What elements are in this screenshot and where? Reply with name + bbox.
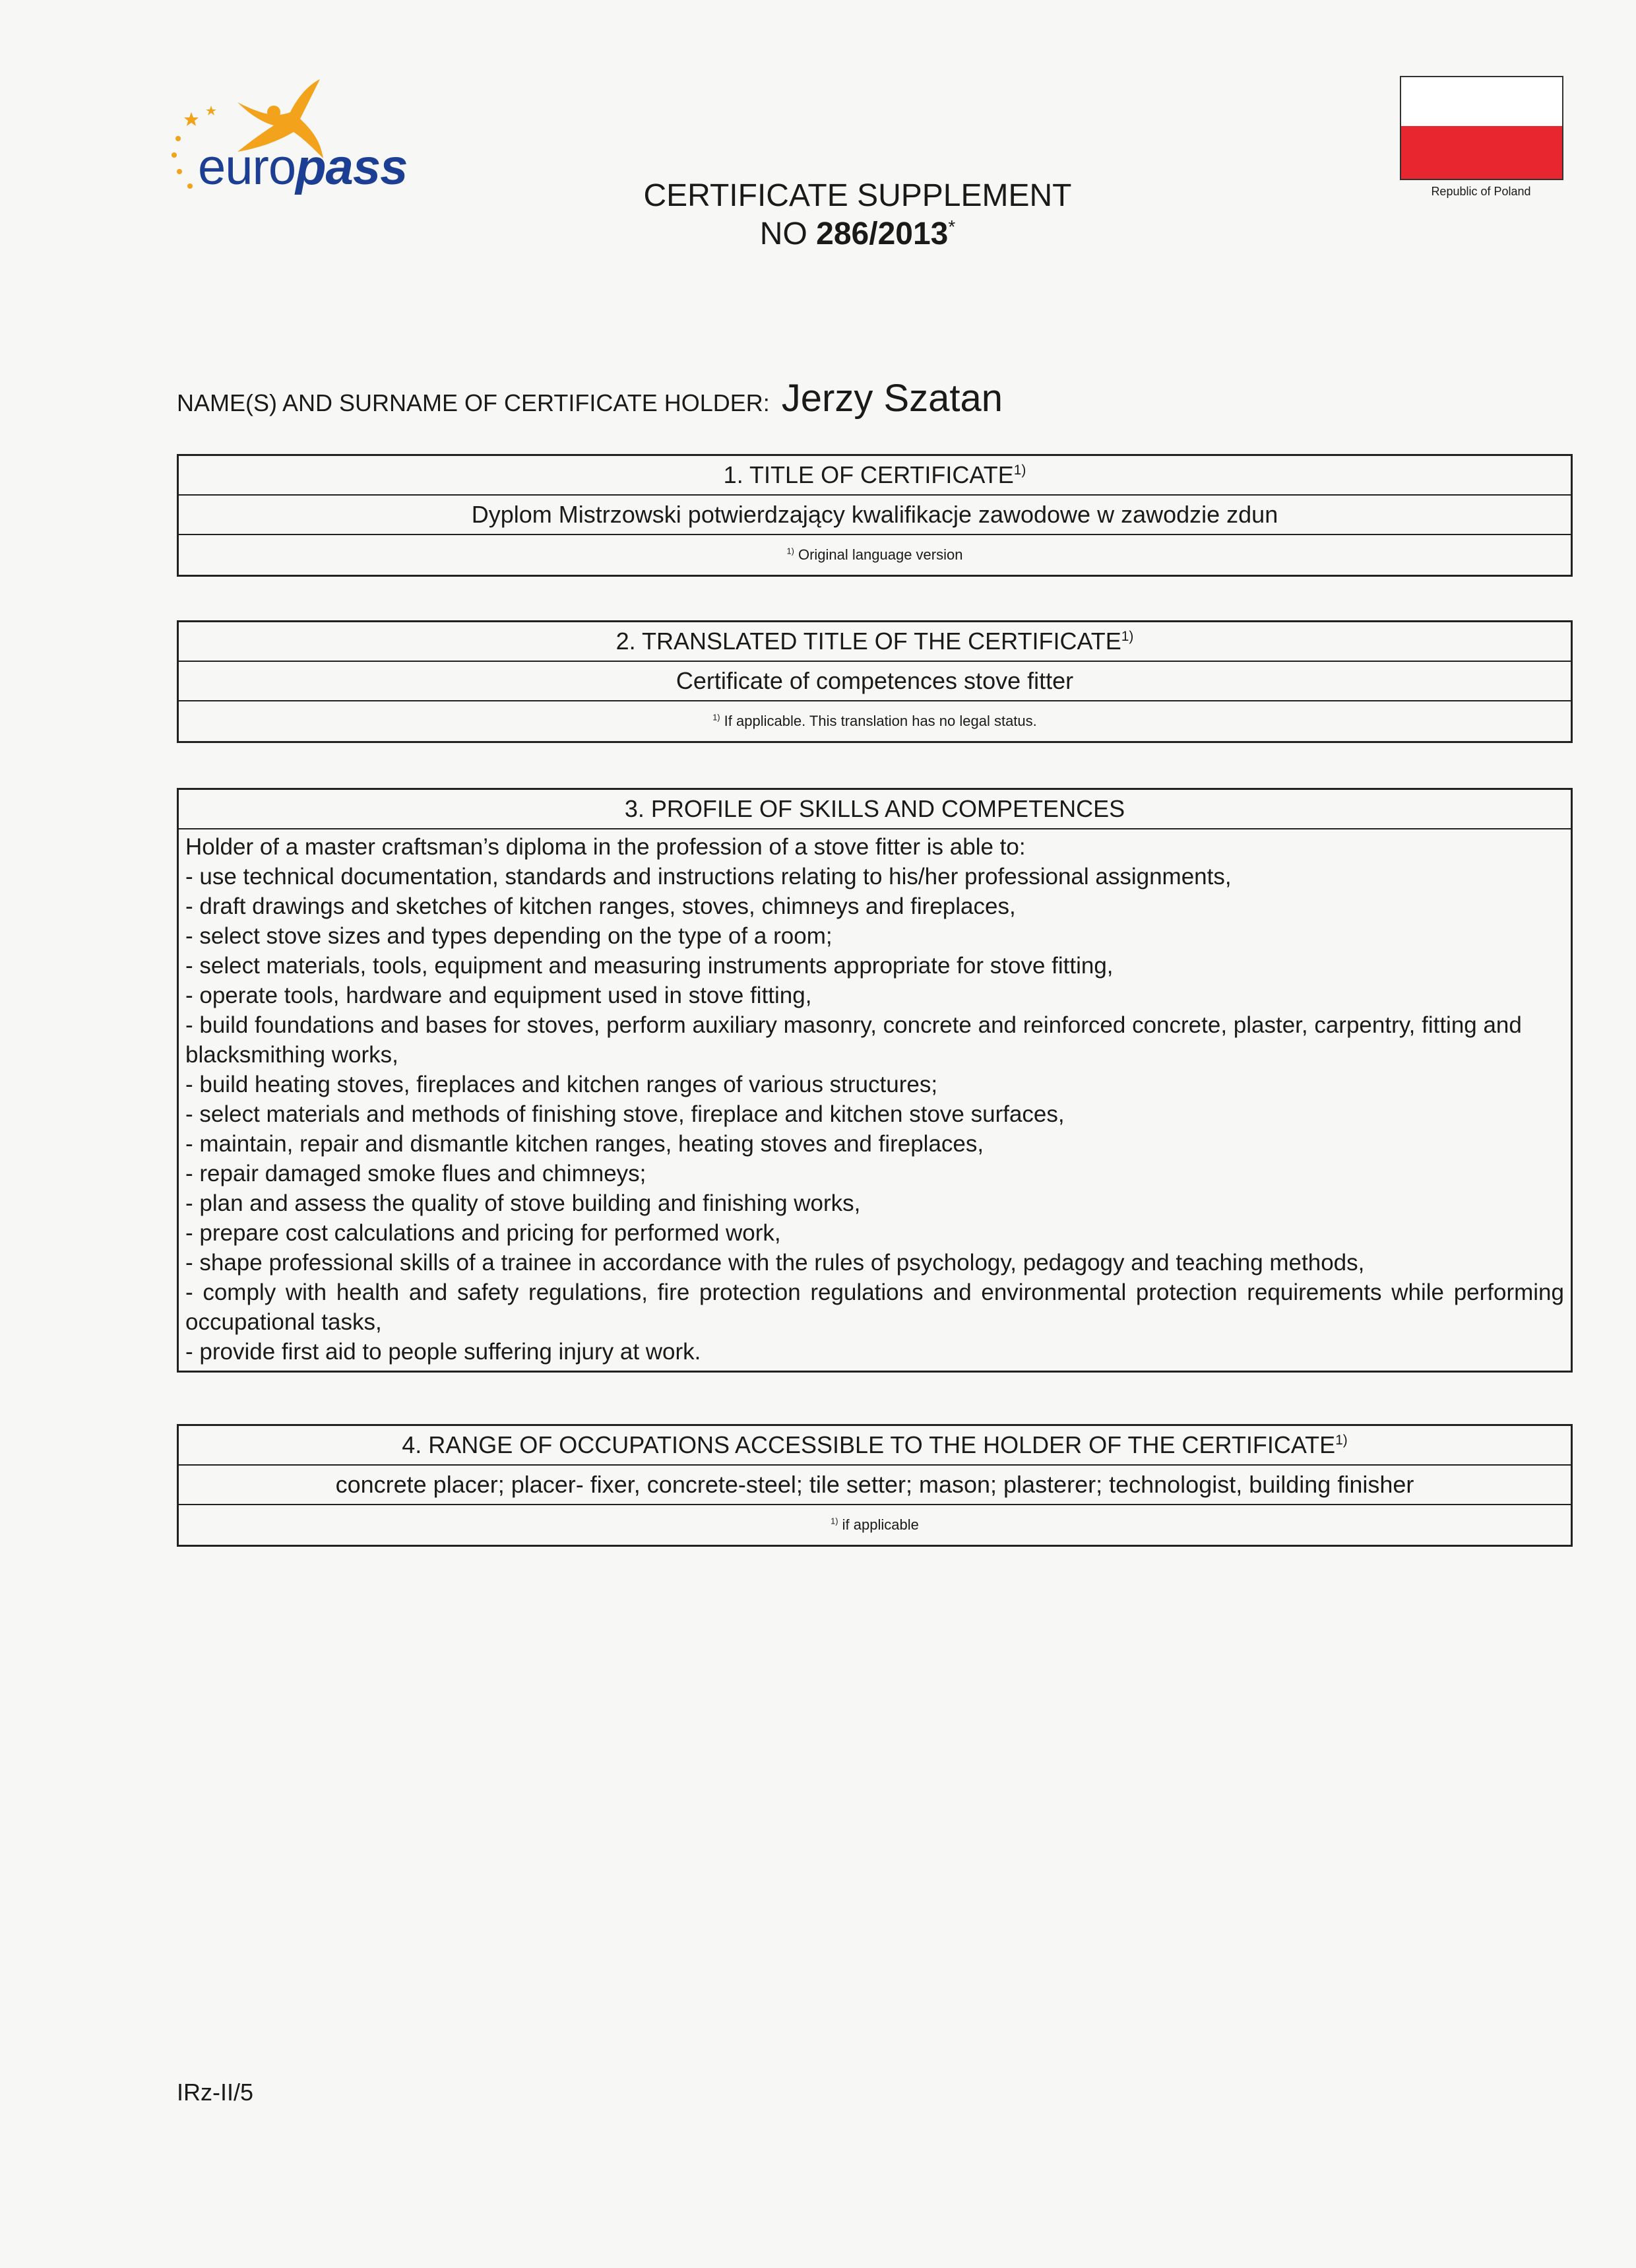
skill-line: - shape professional skills of a trainee in accordance with the rules of psychology, pedagogy and teaching methods, <box>185 1250 1365 1276</box>
section2-value: Certificate of competences stove fitter <box>179 661 1571 700</box>
holder-name: Jerzy Szatan <box>781 377 1003 420</box>
form-code: IRz-II/5 <box>177 2079 254 2106</box>
skill-line: - draft drawings and sketches of kitchen ranges, stoves, chimneys and fireplaces, <box>185 893 1016 919</box>
section1-note: $^{1)}$ Original language version <box>179 534 1571 575</box>
skill-line: - repair damaged smoke flues and chimneys; <box>185 1161 646 1186</box>
section4-note: $^{1)}$ if applicable <box>179 1504 1571 1545</box>
section-title-of-certificate <box>177 454 1573 577</box>
skill-line: - select materials, tools, equipment and measuring instruments appropriate for stove fitting, <box>185 953 1114 979</box>
section4-value: concrete placer; placer- fixer, concrete-steel; tile setter; mason; plasterer; technologist, building finisher <box>179 1464 1571 1504</box>
skill-line: - operate tools, hardware and equipment used in stove fitting, <box>185 983 812 1008</box>
skill-line: - provide first aid to people suffering injury at work. <box>185 1339 701 1365</box>
section2-note: $^{1)}$ If applicable. This translation has no legal status. <box>179 700 1571 741</box>
section1-title: 1. TITLE OF CERTIFICATE$^{1)}$ <box>723 461 1026 488</box>
heading-number: NO 286/2013* <box>759 216 956 251</box>
section-profile-of-skills <box>177 788 1573 1373</box>
document-heading <box>528 177 1187 253</box>
section3-title: 3. PROFILE OF SKILLS AND COMPETENCES <box>624 795 1125 822</box>
section1-value: Dyplom Mistrzowski potwierdzający kwalifikacje zawodowe w zawodzie zdun <box>179 494 1571 534</box>
skill-line: - build foundations and bases for stoves, perform auxiliary masonry, concrete and reinforced concrete, plaster, carpentry, fitting and blacksmithing works, <box>185 1012 1522 1068</box>
skill-line: - use technical documentation, standards and instructions relating to his/her professional assignments, <box>185 864 1232 890</box>
section-range-of-occupations <box>177 1424 1573 1547</box>
section4-title: 4. RANGE OF OCCUPATIONS ACCESSIBLE TO THE HOLDER OF THE CERTIFICATE$^{1)}$ <box>402 1431 1348 1458</box>
europass-wordmark: europass <box>198 139 408 195</box>
holder-label: NAME(S) AND SURNAME OF CERTIFICATE HOLDER: <box>177 389 770 416</box>
holder-line <box>177 376 1003 420</box>
europass-logo <box>165 73 416 218</box>
skill-line: - plan and assess the quality of stove building and finishing works, <box>185 1190 861 1216</box>
skill-line: - select materials and methods of finishing stove, fireplace and kitchen stove surfaces, <box>185 1101 1065 1127</box>
skill-line: Holder of a master craftsman’s diploma in the profession of a stove fitter is able to: <box>185 834 1026 860</box>
skill-line: - comply with health and safety regulations, fire protection regulations and environmental protection requirements while performing occupational tasks, <box>185 1280 1564 1335</box>
skill-line: - maintain, repair and dismantle kitchen ranges, heating stoves and fireplaces, <box>185 1131 984 1157</box>
heading-title: CERTIFICATE SUPPLEMENT <box>643 178 1072 213</box>
flag-caption: Republic of Poland <box>1431 185 1531 198</box>
section2-title: 2. TRANSLATED TITLE OF THE CERTIFICATE$^{1)}$ <box>615 628 1134 655</box>
skill-line: - prepare cost calculations and pricing for performed work, <box>185 1220 781 1246</box>
section-translated-title <box>177 620 1573 743</box>
section3-body <box>179 828 1571 1371</box>
skill-line: - build heating stoves, fireplaces and kitchen ranges of various structures; <box>185 1072 938 1097</box>
skill-line: - select stove sizes and types depending on the type of a room; <box>185 923 833 949</box>
poland-flag-icon <box>1400 76 1563 180</box>
